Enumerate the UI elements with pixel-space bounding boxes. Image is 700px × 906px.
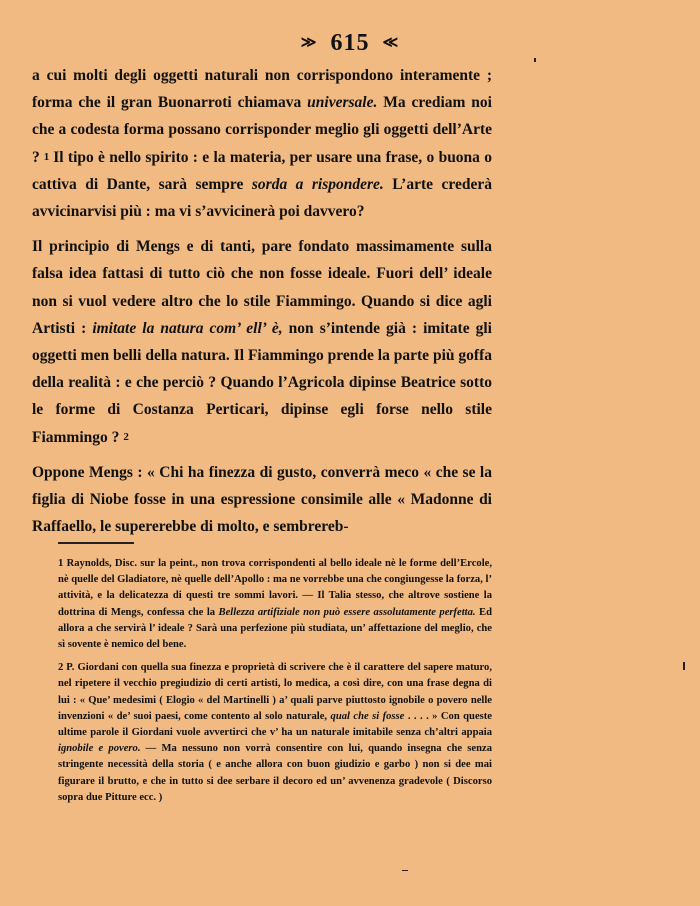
footnote-ref-2[interactable]: 2 bbox=[123, 430, 129, 443]
italic-run: qual che si fosse bbox=[330, 710, 405, 722]
text-run: Il tipo è nello spirito : e la materia, per usare una frase, o buona o cattiva di Dante, sarà sempre bbox=[32, 148, 492, 193]
page-number: 615 bbox=[330, 30, 370, 56]
paper-speck bbox=[402, 870, 408, 871]
italic-run: imitate la natura com’ ell’ è, bbox=[92, 319, 283, 337]
paragraph-2 bbox=[32, 233, 492, 451]
italic-run: Bellezza artifiziale non può essere assolutamente perfetta. bbox=[218, 606, 476, 618]
paragraph-3 bbox=[32, 459, 492, 541]
text-run: 2 P. Giordani con quella sua finezza e proprietà di scrivere che è il carattere del sapere maturo, nel ripetere il vecchio pregiudizio di certi artisti, lo medica, a così dire, con una frase degna di lui : « Que’ medesimi ( Elogio « del Martinelli ) a’ quali parve piuttosto ignobile o povero nelle invenzioni « de’ suoi paesi, come contento al solo naturale, bbox=[58, 662, 492, 722]
paragraph-1 bbox=[32, 62, 492, 225]
italic-run: sorda a rispondere. bbox=[251, 175, 384, 193]
italic-run: universale. bbox=[307, 94, 378, 112]
footnote-ref-1[interactable]: 1 bbox=[43, 150, 50, 163]
text-run: Ed allora a che servirà l’ ideale ? Sarà una perfezione più studiata, un’ affettazione del meglio, che sì sovente è nemico del bene. bbox=[58, 606, 492, 651]
text-run: Il principio di Mengs e di tanti, pare fondato massimamente sulla falsa idea fattasi di tutto ciò che non fosse ideale. Fuori dell’ ideale non si vuol vedere altro che lo stile Fiammingo. Quando si dice agli Artisti : bbox=[32, 238, 492, 337]
text-run: — Ma nessuno non vorrà consentire con lui, quando insegna che senza stringente necessità della storia ( e anche allora con buon giudizio e garbo ) non si dee mai figurare il brutto, e che in tutto si dee serbare il decoro ed un’ avvenenza gradevole ( Discorso sopra due Pitture ecc. ) bbox=[58, 743, 492, 803]
italic-run: ignobile e povero. bbox=[58, 743, 141, 755]
left-ornament: ≫ bbox=[300, 35, 318, 51]
text-run: Oppone Mengs : « Chi ha finezza di gusto, converrà meco « che se la figlia di Niobe fosse in una espressione consimile alle « Madonne di Raffaello, le supererebbe di molto, e sembrereb- bbox=[32, 463, 492, 536]
text-run: non s’intende già : imitate gli oggetti men belli della natura. Il Fiammingo prende la parte più goffa della realità : e che perciò ? Quando l’Agricola dipinse Beatrice sotto le forme di Costanza Perticari, dipinse egli forse nello stile Fiammingo ? bbox=[32, 319, 492, 446]
footnote-1 bbox=[58, 556, 492, 653]
paper-speck bbox=[683, 662, 685, 670]
footnotes bbox=[58, 556, 492, 806]
text-run: . . . . » Con queste ultime parole il Giordani vuole avvertirci che v’ ha un naturale imitabile senza ch’altri appaia bbox=[58, 710, 492, 739]
text-run: Ma crediam noi che a codesta forma possano corrisponder meglio gli oggetti dell’Arte ? bbox=[32, 94, 492, 166]
text-run: 1 Raynolds, Disc. sur la peint., non trova corrispondenti al bello ideale nè le forme dell’Ercole, nè quelle del Gladiatore, nè quelle dell’Apollo : ma ne vorrebbe una che congiungesse la forza, l’ attività, e la delicatezza di questi tre sommi lavori. — Il Talia stesso, che altrove sostiene la dottrina di Mengs, confessa che la bbox=[58, 558, 492, 618]
paper-speck bbox=[534, 58, 536, 62]
main-text bbox=[32, 62, 492, 540]
right-ornament: ≪ bbox=[382, 35, 400, 51]
footnote-2 bbox=[58, 660, 492, 806]
footnote-divider bbox=[58, 542, 134, 544]
text-run: L’arte crederà avvicinarvisi più : ma vi s’avvicinerà poi davvero? bbox=[32, 175, 492, 221]
text-run: a cui molti degli oggetti naturali non corrispondono interamente ; forma che il gran Buonarroti chiamava bbox=[32, 67, 492, 112]
page-header bbox=[0, 30, 700, 57]
